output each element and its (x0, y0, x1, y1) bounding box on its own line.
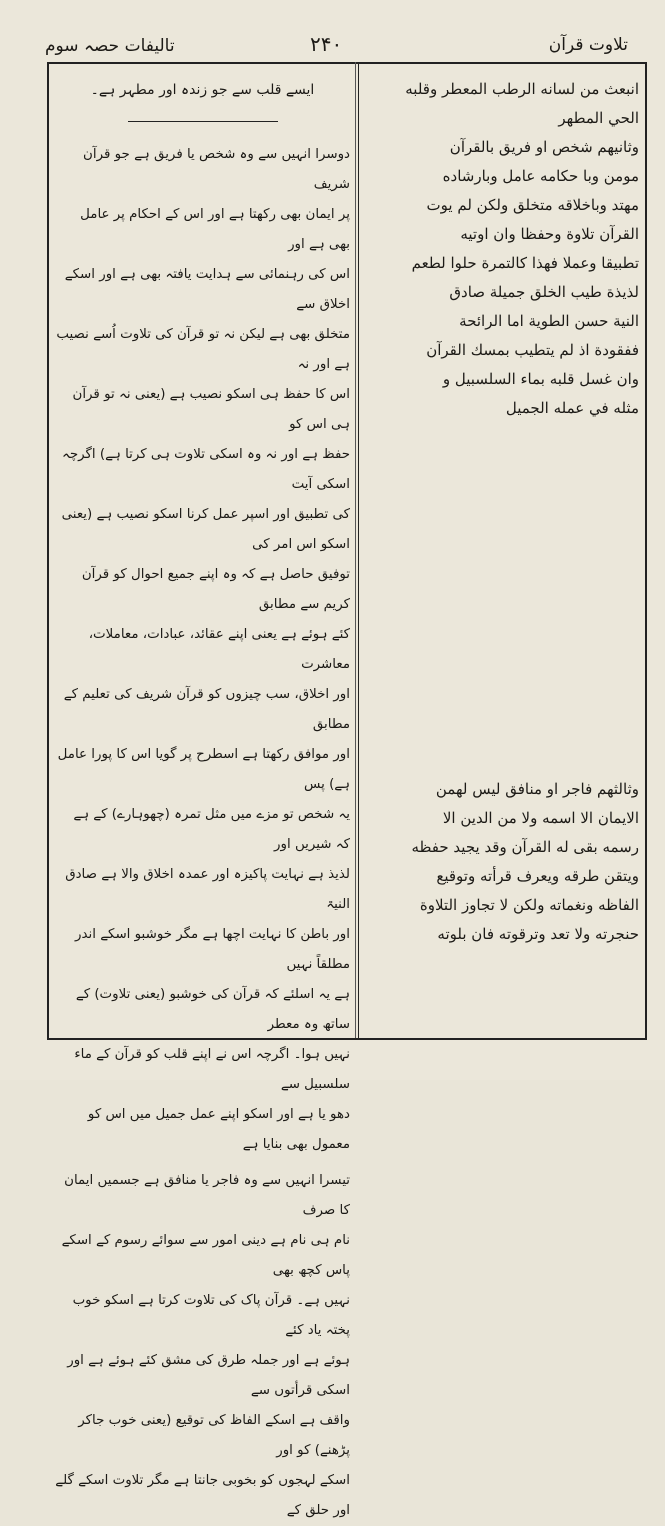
urdu-line: ہوئے ہے اور جملہ طرق کی مشق کئے ہوئے ہے اور اسکی قرأتوں سے (67, 1353, 350, 1398)
arabic-line: القرآن تلاوة وحفظا وان اوتيه (460, 225, 639, 243)
urdu-line: نہیں ہوا۔ اگرچہ اس نے اپنے قلب کو قرآن کے ماء سلسبیل سے (74, 1047, 350, 1092)
urdu-line: دوسرا انہیں سے وہ شخص یا فریق ہے جو قرآن شریف (83, 147, 350, 192)
arabic-line: الحي المطهر (558, 109, 639, 127)
running-title: تلاوت قرآن (548, 35, 628, 55)
urdu-line: اس کا حفظ ہی اسکو نصیب ہے (یعنی نہ تو قرآن ہی اس کو (72, 387, 350, 432)
urdu-line: ہے یہ اسلئے کہ قرآن کی خوشبو (یعنی تلاوت) کے ساتھ وہ معطر (75, 987, 350, 1032)
arabic-paragraph-2 (364, 775, 639, 949)
column-divider (358, 62, 359, 1038)
urdu-line: واقف ہے اسکے الفاظ کی توقیع (یعنی خوب جاکر پڑھنے) کو اور (78, 1413, 350, 1458)
urdu-line: کئے ہوئے ہے یعنی اپنے عقائد، عبادات، معاملات، معاشرت (88, 627, 350, 672)
section-title: تالیفات حصہ سوم (45, 36, 175, 56)
urdu-translation-column (55, 75, 350, 1526)
urdu-intro-line: ایسے قلب سے جو زندہ اور مطہر ہے۔ (90, 82, 315, 98)
arabic-line: تطبيقا وعملا فهذا كالتمرة حلوا لطعم (411, 254, 639, 272)
urdu-line: متخلق بھی ہے لیکن نہ تو قرآن کی تلاوت اُسے نصیب ہے اور نہ (56, 327, 350, 372)
arabic-line: وان غسل قلبه بماء السلسبيل و (442, 370, 639, 388)
urdu-line: اسکے لہجوں کو بخوبی جانتا ہے مگر تلاوت اسکے گلے اور حلق کے (55, 1473, 350, 1518)
arabic-paragraph-1 (364, 75, 639, 423)
arabic-line: حنجرته ولا تعد وترقوته فان بلوته (437, 925, 639, 943)
arabic-line: مثله في عمله الجميل (505, 399, 639, 417)
urdu-line: اور اخلاق، سب چیزوں کو قرآن شریف کی تعلیم کے مطابق (63, 687, 350, 732)
page-number: ۲۴۰ (310, 32, 343, 56)
urdu-line: کی تطبیق اور اسپر عمل کرنا اسکو نصیب ہے (یعنی اسکو اس امر کی (61, 507, 350, 552)
frame-right-border (645, 62, 647, 1038)
urdu-line: لذیذ ہے نہایت پاکیزہ اور عمدہ اخلاق والا ہے صادق النیۃ (65, 867, 350, 912)
urdu-line: پر ایمان بھی رکھتا ہے اور اس کے احکام پر عامل بھی ہے اور (80, 207, 350, 252)
arabic-line: وثالثهم فاجر او منافق ليس لهمن (435, 780, 639, 798)
arabic-line: مهتد وباخلاقه متخلق ولكن لم يوت (426, 196, 639, 214)
column-divider-inner (355, 62, 356, 1038)
arabic-line: الايمان الا اسمه ولا من الدين الا (442, 809, 639, 827)
arabic-line: ففقودة اذ لم يتطيب بمسك القرآن (426, 341, 639, 359)
urdu-line: یہ شخص تو مزے میں مثل تمرہ (چھوہارے) کے ہے کہ شیریں اور (73, 807, 350, 852)
urdu-line: توفیق حاصل ہے کہ وہ اپنے جمیع احوال کو قرآن کریم سے مطابق (81, 567, 350, 612)
section-rule (128, 121, 278, 122)
urdu-paragraph-3 (55, 1166, 350, 1526)
arabic-line: النية حسن الطوية اما الرائحة (459, 312, 639, 330)
arabic-line: مومن وبا حكامه عامل وبارشاده (442, 167, 639, 185)
urdu-line: اور باطن کا نہایت اچھا ہے مگر خوشبو اسکے اندر مطلقاً نہیں (75, 927, 350, 972)
urdu-line: اس کی رہنمائی سے ہدایت یافتہ بھی ہے اور اسکے اخلاق سے (64, 267, 350, 312)
arabic-line: انبعث من لسانه الرطب المعطر وقلبه (405, 80, 639, 98)
arabic-line: ويتقن طرقه ويعرف قرأته وتوقيع (436, 867, 639, 885)
arabic-line: رسمه بقى له القرآن وقد يجيد حفظه (411, 838, 639, 856)
arabic-line: لذيذة طيب الخلق جميلة صادق (449, 283, 639, 301)
urdu-line: نہیں ہے۔ قرآن پاک کی تلاوت کرتا ہے اسکو خوب پختہ یاد کئے (72, 1293, 350, 1338)
urdu-line: تیسرا انہیں سے وہ فاجر یا منافق ہے جسمیں ایمان کا صرف (64, 1173, 350, 1218)
arabic-line: وثانيهم شخص او فريق بالقرآن (449, 138, 639, 156)
frame-top-border (47, 62, 647, 64)
urdu-paragraph-2 (55, 140, 350, 1160)
page-header (20, 30, 648, 60)
arabic-line: الفاظه ونغماته ولكن لا تجاوز التلاوة (419, 896, 639, 914)
frame-left-border (47, 62, 49, 1038)
urdu-line: دھو یا ہے اور اسکو اپنے عمل جمیل میں اس کو معمول بھی بنایا ہے (87, 1107, 350, 1152)
urdu-line: اور موافق رکھتا ہے اسطرح پر گویا اس کا پورا عامل ہے) پس (57, 747, 350, 792)
arabic-text-column (364, 75, 639, 943)
urdu-line: نام ہی نام ہے دینی امور سے سوائے رسوم کے اسکے پاس کچھ بھی (61, 1233, 350, 1278)
urdu-line: حفظ ہے اور نہ وہ اسکی تلاوت ہی کرتا ہے) اگرچہ اسکی آیت (62, 447, 350, 492)
